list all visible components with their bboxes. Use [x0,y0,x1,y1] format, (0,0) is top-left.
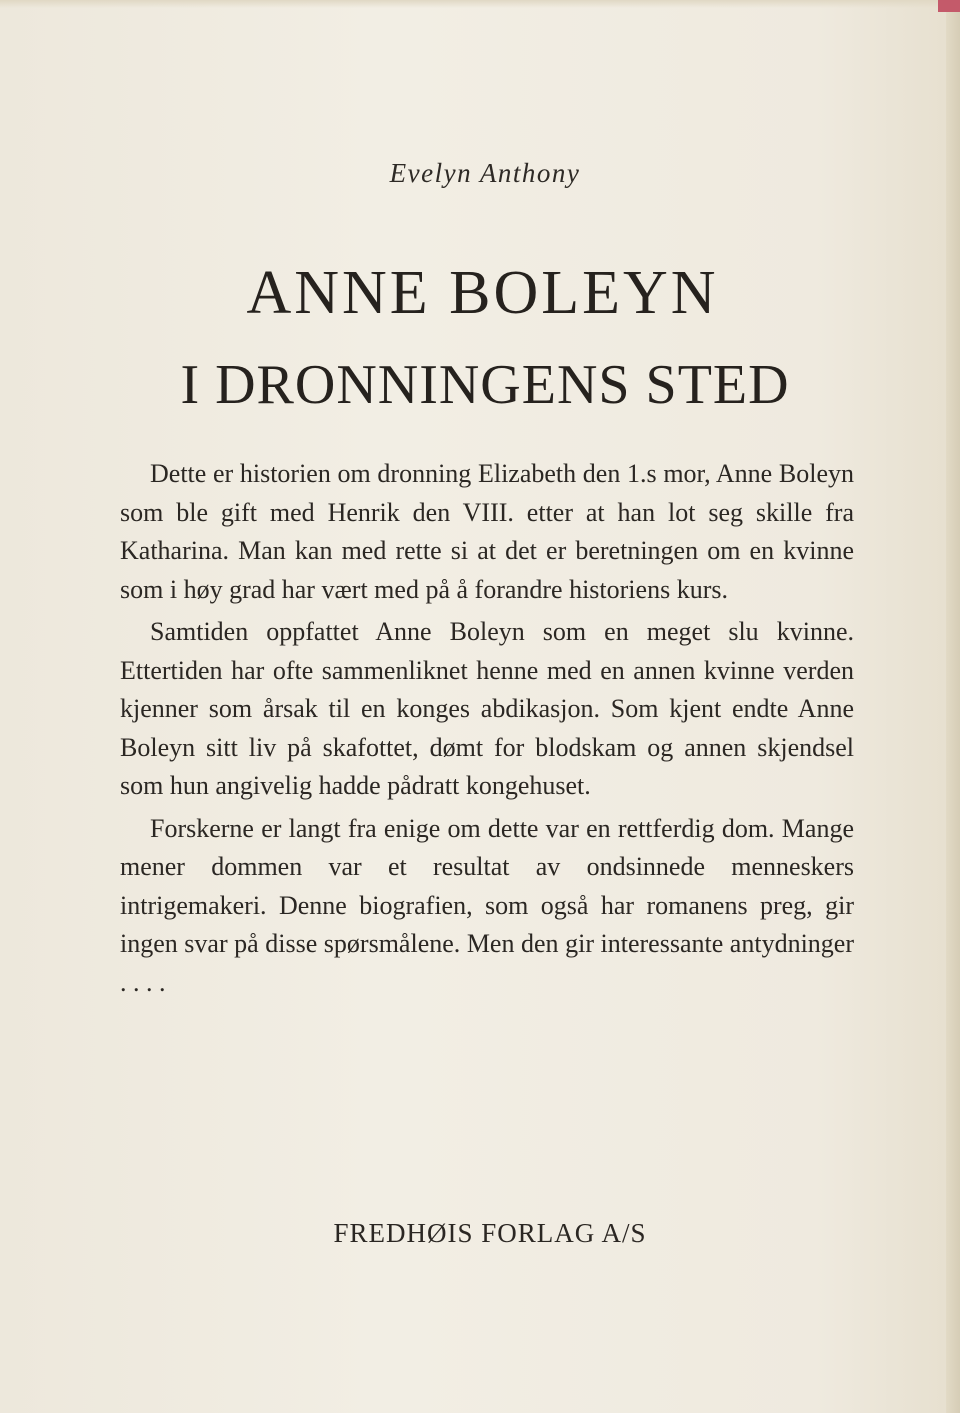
blurb-paragraph: Dette er historien om dronning Elizabeth den 1.s mor, Anne Boleyn som ble gift med Henrik den VIII. etter at han lot seg skille fra Katharina. Man kan med rette si at det er beretningen om en kvinne som i høy grad har vært med på å forandre historiens kurs. [120,459,854,604]
cover-top-edge [0,0,960,8]
blurb-paragraph: Samtiden oppfattet Anne Boleyn som en meget slu kvinne. Ettertiden har ofte sammenliknet henne med en annen kvinne verden kjenner som årsak til en konges abdikasjon. Som kjent endte Anne Boleyn sitt liv på skafottet, dømt for blodskam og annen skjendsel som hun angivelig hadde pådratt kongehuset. [120,617,854,800]
blurb [120,455,854,1002]
publisher-name: FREDHØIS FORLAG A/S [333,1218,647,1248]
author-name: Evelyn Anthony [389,158,581,188]
corner-color-mark [938,0,960,12]
book-subtitle: I DRONNINGENS STED [180,354,790,416]
blurb-paragraph: Forskerne er langt fra enige om dette var en rettferdig dom. Mange mener dommen var et resultat av ondsinnede menneskers intrigemakeri. Denne biografien, som også har romanens preg, gir ingen svar på disse spørsmålene. Men den gir interessante antydninger . . . . [120,813,854,997]
book-title: ANNE BOLEYN [246,259,719,327]
cover-right-edge [946,0,960,1413]
